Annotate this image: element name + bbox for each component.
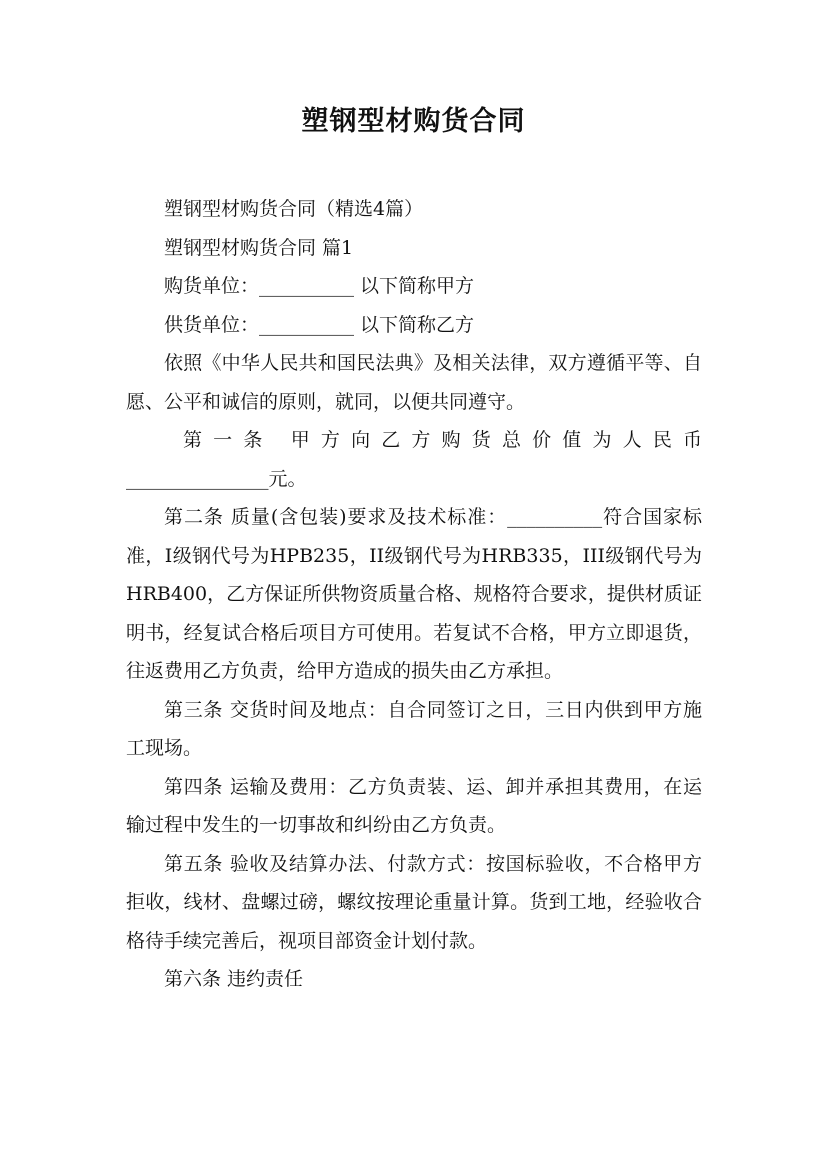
paragraph-article-3: 第三条 交货时间及地点：自合同签订之日，三日内供到甲方施工现场。 bbox=[126, 698, 702, 759]
paragraph-article-6: 第六条 违约责任 bbox=[164, 968, 304, 990]
paragraph-article-1: 第一条 甲方向乙方购货总价值为人民币 bbox=[183, 429, 702, 451]
paragraph-supplier: 供货单位：__________ 以下简称乙方 bbox=[164, 313, 475, 336]
paragraph-article-4: 第四条 运输及费用：乙方负责装、运、卸并承担其费用，在运输过程中发生的一切事故和纠纷由乙方负责。 bbox=[126, 775, 702, 836]
paragraph-article-2: 第二条 质量(含包装)要求及技术标准：__________符合国家标准，I级钢代号为HPB235，II级钢代号为HRB335，III级钢代号为HRB400，乙方保证所供物资质量合格、规格符合要求，提供材质证明书，经复试合格后项目方可使用。若复试不合格，甲方立即退货，往返费用乙方负责，给甲方造成的损失由乙方承担。 bbox=[126, 506, 702, 682]
paragraph-buyer: 购货单位：__________ 以下简称甲方 bbox=[164, 275, 475, 297]
paragraph-subtitle: 塑钢型材购货合同（精选4篇） bbox=[164, 198, 424, 220]
document-title: 塑钢型材购货合同 bbox=[301, 106, 526, 137]
paragraph-section-heading: 塑钢型材购货合同 篇1 bbox=[164, 236, 354, 259]
paragraph-article-1-amount: _______________元。 bbox=[126, 467, 307, 490]
document-body bbox=[126, 190, 702, 999]
paragraph-article-5: 第五条 验收及结算办法、付款方式：按国标验收，不合格甲方拒收，线材、盘螺过磅，螺纹按理论重量计算。货到工地，经验收合格待手续完善后，视项目部资金计划付款。 bbox=[126, 852, 702, 952]
paragraph-preamble: 依照《中华人民共和国民法典》及相关法律，双方遵循平等、自愿、公平和诚信的原则，就同，以便共同遵守。 bbox=[126, 352, 702, 413]
